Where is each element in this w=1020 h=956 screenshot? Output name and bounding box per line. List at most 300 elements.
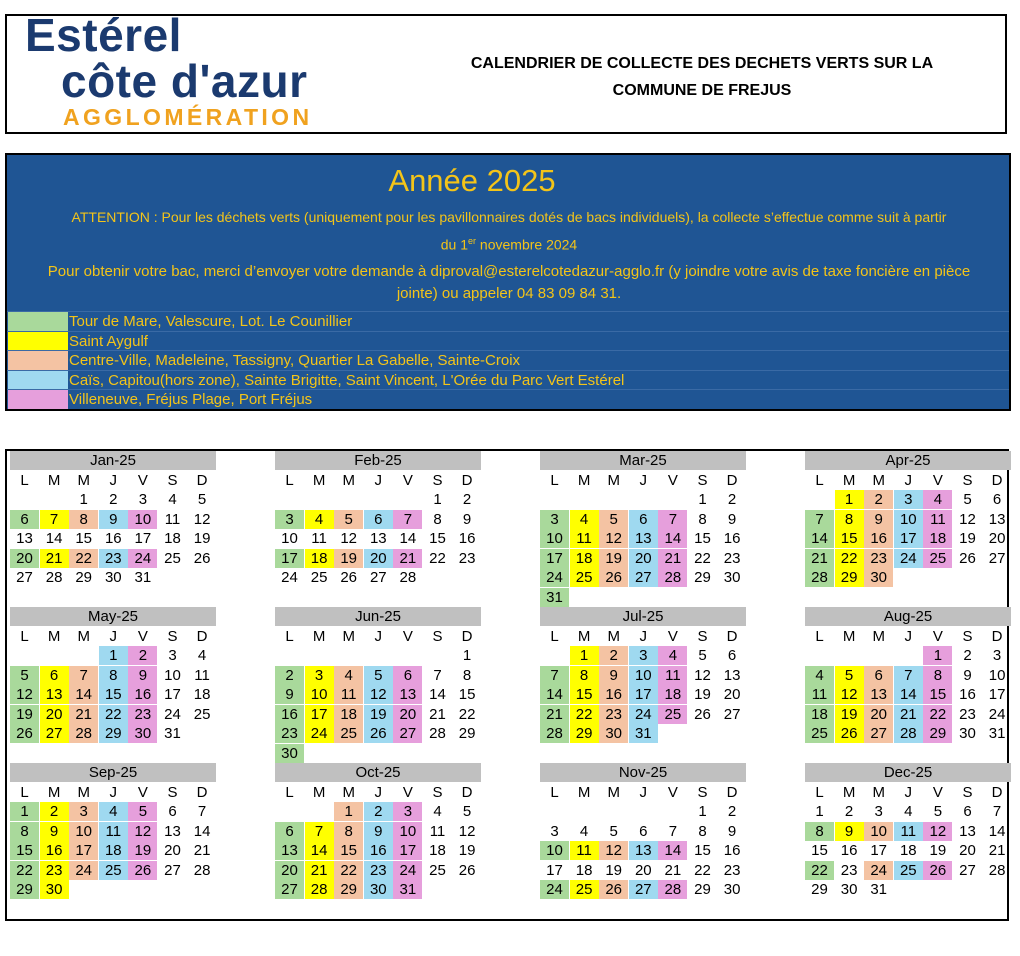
day-cell: 5	[462, 803, 472, 820]
weekday-label: J	[904, 627, 913, 645]
day-cell: 16	[128, 685, 157, 704]
day-cell: 5	[10, 666, 39, 685]
weekday-label: V	[137, 783, 148, 801]
day-cell: 1	[835, 490, 864, 509]
day-cell: 23	[599, 705, 628, 724]
day-cell: 28	[540, 724, 569, 743]
day-cell: 24	[894, 549, 923, 568]
day-cell: 13	[959, 822, 976, 840]
weekday-label: J	[639, 783, 648, 801]
day-cell: 6	[393, 666, 422, 685]
weekday-label: D	[196, 783, 208, 801]
day-cell: 15	[10, 841, 39, 860]
day-cell: 29	[75, 569, 93, 586]
day-cell: 25	[193, 705, 211, 723]
day-cell: 9	[462, 510, 472, 528]
day-cell: 6	[10, 510, 39, 529]
day-cell: 23	[275, 724, 304, 743]
day-cell: 14	[988, 822, 1006, 840]
day-cell: 4	[433, 803, 442, 820]
day-cell: 29	[570, 724, 599, 743]
day-cell: 8	[923, 666, 952, 685]
day-cell: 27	[629, 880, 658, 899]
day-cell: 10	[864, 822, 893, 841]
legend-label: Saint Aygulf	[69, 332, 148, 350]
day-cell: 7	[69, 666, 98, 685]
weekday-label: J	[374, 471, 383, 489]
day-cell: 8	[99, 666, 128, 685]
day-cell: 28	[305, 880, 334, 899]
day-cell: 20	[275, 861, 304, 880]
day-cell: 9	[727, 510, 737, 528]
weekday-label: M	[842, 471, 856, 489]
day-cell: 28	[805, 568, 834, 587]
day-cell: 2	[128, 646, 157, 665]
month-header: Apr-25	[805, 451, 1011, 470]
day-cell: 5	[334, 510, 363, 529]
day-cell: 8	[570, 666, 599, 685]
day-cell: 12	[458, 822, 476, 840]
month-header: Mar-25	[540, 451, 746, 470]
day-cell: 16	[40, 841, 69, 860]
day-cell: 2	[599, 646, 628, 665]
day-cell: 21	[664, 861, 682, 879]
day-cell: 23	[40, 861, 69, 880]
weekday-label: M	[577, 471, 591, 489]
day-cell: 19	[128, 841, 157, 860]
day-cell: 16	[104, 530, 122, 547]
logo-line-3: AGGLOMÉRATION	[63, 104, 313, 130]
day-cell: 3	[275, 510, 304, 529]
day-cell: 7	[433, 666, 442, 684]
day-cell: 17	[540, 549, 569, 568]
day-cell: 25	[164, 549, 181, 567]
day-cell: 29	[811, 881, 828, 898]
day-cell: 5	[963, 491, 972, 508]
day-cell: 28	[429, 725, 446, 742]
day-cell: 29	[835, 568, 864, 587]
weekday-label: M	[607, 783, 620, 801]
legend-label: Villeneuve, Fréjus Plage, Port Fréjus	[69, 391, 313, 409]
day-cell: 24	[988, 705, 1006, 723]
day-cell: 5	[197, 491, 207, 508]
day-cell: 23	[840, 861, 858, 879]
weekday-label: S	[962, 783, 973, 801]
day-cell: 31	[393, 880, 422, 899]
weekday-label: V	[932, 627, 943, 645]
title-line-1: CALENDRIER DE COLLECTE DES DECHETS VERTS SUR LA	[470, 55, 934, 72]
day-cell: 30	[364, 880, 393, 899]
day-cell: 16	[864, 529, 893, 548]
day-cell: 16	[275, 705, 304, 724]
day-cell: 7	[540, 666, 569, 685]
day-cell: 22	[334, 861, 363, 880]
weekday-label: L	[815, 627, 824, 645]
day-cell: 1	[334, 802, 363, 821]
day-cell: 24	[281, 569, 298, 586]
day-cell: 7	[393, 510, 422, 529]
day-cell: 9	[963, 666, 972, 684]
weekday-label: M	[342, 783, 355, 801]
bac-request-notice	[11, 261, 1007, 305]
weekday-label: D	[726, 627, 738, 645]
day-cell: 14	[894, 685, 923, 704]
year-heading: Année 2025	[388, 163, 556, 198]
page-title	[402, 50, 1002, 104]
attention-line-2-pre: du 1	[440, 236, 469, 253]
day-cell: 15	[570, 685, 599, 704]
weekday-label: S	[167, 471, 178, 489]
day-cell: 23	[458, 549, 476, 567]
weekday-label: M	[312, 471, 326, 489]
weekday-label: D	[991, 783, 1003, 801]
day-cell: 1	[79, 491, 88, 508]
weekday-label: M	[872, 627, 885, 645]
weekday-label: L	[20, 471, 29, 489]
day-cell: 12	[364, 685, 393, 704]
day-cell: 14	[305, 841, 334, 860]
day-cell: 8	[698, 510, 707, 528]
day-cell: 22	[99, 705, 128, 724]
weekday-label: M	[577, 627, 591, 645]
day-cell: 2	[864, 490, 893, 509]
weekday-label: M	[342, 471, 355, 489]
weekday-label: M	[842, 627, 856, 645]
weekday-label: M	[872, 783, 885, 801]
day-cell: 24	[128, 549, 157, 568]
day-cell: 6	[40, 666, 69, 685]
day-cell: 13	[629, 529, 658, 548]
weekday-label: M	[842, 783, 856, 801]
day-cell: 14	[399, 530, 417, 547]
day-cell: 23	[723, 549, 741, 567]
weekday-label: V	[667, 471, 678, 489]
day-cell: 26	[599, 880, 628, 899]
day-cell: 2	[40, 802, 69, 821]
day-cell: 20	[10, 549, 39, 568]
day-cell: 3	[138, 491, 148, 508]
day-cell: 26	[959, 549, 976, 567]
logo-line-1: Estérel	[25, 9, 182, 61]
day-cell: 26	[923, 861, 952, 880]
day-cell: 16	[364, 841, 393, 860]
day-cell: 8	[433, 510, 442, 528]
day-cell: 26	[835, 724, 864, 743]
day-cell: 10	[540, 529, 569, 548]
day-cell: 11	[164, 510, 181, 528]
day-cell: 11	[570, 529, 599, 548]
day-cell: 3	[393, 802, 422, 821]
day-cell: 27	[988, 549, 1006, 567]
day-cell: 25	[334, 724, 363, 743]
day-cell: 5	[599, 510, 628, 529]
day-cell: 3	[168, 647, 177, 664]
day-cell: 7	[992, 803, 1002, 820]
day-cell: 18	[99, 841, 128, 860]
day-cell: 6	[629, 510, 658, 529]
day-cell: 10	[128, 510, 157, 529]
weekday-label: J	[639, 471, 648, 489]
day-cell: 7	[197, 803, 207, 820]
day-cell: 2	[844, 803, 854, 820]
day-cell: 7	[894, 666, 923, 685]
day-cell: 28	[658, 568, 687, 587]
day-cell: 21	[393, 549, 422, 568]
day-cell: 4	[904, 803, 913, 820]
day-cell: 23	[864, 549, 893, 568]
weekday-label: D	[461, 627, 473, 645]
day-cell: 24	[540, 568, 569, 587]
day-cell: 21	[305, 861, 334, 880]
weekday-label: M	[77, 471, 90, 489]
day-cell: 14	[45, 530, 63, 547]
day-cell: 15	[835, 529, 864, 548]
day-cell: 14	[658, 529, 687, 548]
day-cell: 20	[634, 861, 652, 879]
legend-row	[7, 389, 1009, 409]
day-cell: 3	[540, 510, 569, 529]
day-cell: 19	[605, 861, 623, 879]
day-cell: 9	[99, 510, 128, 529]
day-cell: 18	[658, 685, 687, 704]
day-cell: 13	[988, 510, 1006, 528]
month-header: Feb-25	[275, 451, 481, 470]
agglomeration-logo	[23, 9, 393, 130]
day-cell: 1	[923, 646, 952, 665]
day-cell: 20	[864, 705, 893, 724]
weekday-label: S	[167, 627, 178, 645]
day-cell: 25	[658, 705, 687, 724]
day-cell: 11	[923, 510, 952, 529]
day-cell: 20	[723, 686, 741, 703]
day-cell: 16	[599, 685, 628, 704]
day-cell: 22	[429, 549, 446, 567]
day-cell: 27	[959, 861, 976, 879]
day-cell: 13	[629, 841, 658, 860]
legend-color-swatch	[8, 371, 68, 390]
day-cell: 20	[959, 842, 976, 859]
day-cell: 28	[399, 569, 417, 586]
month-header: Jul-25	[540, 607, 746, 626]
day-cell: 2	[109, 491, 118, 508]
weekday-label: S	[167, 783, 178, 801]
weekday-label: M	[577, 783, 591, 801]
info-panel	[5, 153, 1011, 411]
day-cell: 26	[458, 861, 476, 879]
day-cell: 29	[694, 881, 711, 898]
day-cell: 13	[16, 530, 33, 547]
month-header: Aug-25	[805, 607, 1011, 626]
day-cell: 29	[10, 880, 39, 899]
day-cell: 8	[698, 822, 707, 840]
weekday-label: S	[962, 471, 973, 489]
month-header: Jun-25	[275, 607, 481, 626]
day-cell: 17	[870, 842, 888, 859]
day-cell: 7	[305, 822, 334, 841]
day-cell: 30	[40, 880, 69, 899]
day-cell: 25	[894, 861, 923, 880]
day-cell: 1	[815, 803, 824, 820]
day-cell: 13	[40, 685, 69, 704]
day-cell: 10	[305, 685, 334, 704]
day-cell: 9	[599, 666, 628, 685]
day-cell: 27	[40, 724, 69, 743]
day-cell: 12	[599, 841, 628, 860]
day-cell: 30	[723, 569, 741, 586]
day-cell: 28	[69, 724, 98, 743]
day-cell: 6	[727, 647, 737, 664]
weekday-label: L	[550, 627, 559, 645]
day-cell: 11	[334, 685, 363, 704]
day-cell: 16	[840, 842, 858, 859]
day-cell: 19	[193, 530, 211, 547]
day-cell: 2	[727, 803, 737, 820]
title-line-2: COMMUNE DE FREJUS	[612, 82, 792, 99]
day-cell: 3	[894, 490, 923, 509]
day-cell: 24	[864, 861, 893, 880]
day-cell: 24	[540, 880, 569, 899]
weekday-label: S	[697, 471, 708, 489]
day-cell: 8	[69, 510, 98, 529]
day-cell: 12	[923, 822, 952, 841]
day-cell: 17	[393, 841, 422, 860]
day-cell: 17	[134, 530, 152, 547]
weekday-label: S	[432, 783, 443, 801]
day-cell: 3	[550, 822, 559, 840]
day-cell: 13	[369, 530, 387, 547]
weekday-label: J	[904, 783, 913, 801]
weekday-label: S	[962, 627, 973, 645]
weekday-label: J	[639, 627, 648, 645]
day-cell: 1	[698, 803, 707, 820]
bac-line-2: jointe) ou appeler 04 83 09 84 31.	[396, 285, 622, 302]
day-cell: 16	[723, 530, 741, 547]
day-cell: 22	[835, 549, 864, 568]
day-cell: 21	[988, 842, 1006, 859]
day-cell: 19	[10, 705, 39, 724]
day-cell: 1	[570, 646, 599, 665]
day-cell: 17	[629, 685, 658, 704]
weekday-label: D	[726, 471, 738, 489]
weekday-label: D	[461, 783, 473, 801]
day-cell: 4	[570, 510, 599, 529]
day-cell: 16	[458, 530, 476, 547]
day-cell: 27	[16, 569, 33, 586]
day-cell: 6	[168, 803, 177, 820]
day-cell: 12	[835, 685, 864, 704]
day-cell: 22	[69, 549, 98, 568]
day-cell: 17	[305, 705, 334, 724]
day-cell: 7	[668, 822, 678, 840]
day-cell: 9	[864, 510, 893, 529]
day-cell: 4	[168, 491, 177, 508]
day-cell: 27	[393, 724, 422, 743]
attention-line-2-post: novembre 2024	[476, 236, 578, 253]
day-cell: 20	[988, 530, 1006, 547]
day-cell: 20	[40, 705, 69, 724]
legend-label: Caïs, Capitou(hors zone), Sainte Brigitte, Saint Vincent, L'Orée du Parc Vert Estérel	[69, 371, 625, 389]
day-cell: 21	[193, 842, 211, 859]
day-cell: 10	[988, 666, 1006, 684]
day-cell: 13	[393, 685, 422, 704]
day-cell: 2	[275, 666, 304, 685]
day-cell: 15	[99, 685, 128, 704]
day-cell: 10	[69, 822, 98, 841]
day-cell: 25	[923, 549, 952, 568]
day-cell: 21	[429, 705, 446, 723]
day-cell: 31	[134, 569, 152, 586]
day-cell: 22	[805, 861, 834, 880]
calendar-grid	[5, 449, 1009, 921]
day-cell: 27	[369, 569, 387, 586]
day-cell: 12	[694, 666, 711, 684]
day-cell: 18	[334, 705, 363, 724]
weekday-label: S	[432, 471, 443, 489]
day-cell: 8	[462, 666, 472, 684]
day-cell: 23	[128, 705, 157, 724]
weekday-label: M	[312, 783, 326, 801]
day-cell: 2	[727, 491, 737, 508]
day-cell: 11	[805, 685, 834, 704]
day-cell: 27	[864, 724, 893, 743]
day-cell: 18	[305, 549, 334, 568]
day-cell: 27	[629, 568, 658, 587]
day-cell: 24	[69, 861, 98, 880]
weekday-label: M	[342, 627, 355, 645]
day-cell: 26	[128, 861, 157, 880]
day-cell: 14	[805, 529, 834, 548]
weekday-label: M	[47, 471, 61, 489]
day-cell: 5	[128, 802, 157, 821]
day-cell: 25	[570, 568, 599, 587]
day-cell: 22	[923, 705, 952, 724]
day-cell: 25	[805, 724, 834, 743]
day-cell: 10	[281, 530, 298, 547]
weekday-label: L	[285, 783, 294, 801]
day-cell: 22	[570, 705, 599, 724]
legend-label: Tour de Mare, Valescure, Lot. Le Counillier	[69, 313, 353, 330]
day-cell: 12	[10, 685, 39, 704]
day-cell: 24	[393, 861, 422, 880]
day-cell: 22	[10, 861, 39, 880]
day-cell: 21	[894, 705, 923, 724]
weekday-label: D	[461, 471, 473, 489]
day-cell: 5	[698, 647, 707, 664]
weekday-label: M	[607, 627, 620, 645]
day-cell: 1	[698, 491, 707, 508]
day-cell: 12	[193, 510, 211, 528]
day-cell: 10	[629, 666, 658, 685]
day-cell: 7	[40, 510, 69, 529]
month-header: Sep-25	[10, 763, 216, 782]
legend-color-swatch	[8, 332, 68, 351]
legend-row	[7, 370, 1009, 390]
day-cell: 4	[305, 510, 334, 529]
day-cell: 15	[458, 686, 476, 703]
weekday-label: M	[312, 627, 326, 645]
day-cell: 30	[128, 724, 157, 743]
day-cell: 4	[334, 666, 363, 685]
day-cell: 1	[433, 491, 442, 508]
attention-line-2	[11, 229, 1007, 257]
logo-line-2: côte d'azur	[61, 55, 308, 107]
month-header: Dec-25	[805, 763, 1011, 782]
weekday-label: L	[20, 627, 29, 645]
day-cell: 2	[963, 647, 972, 664]
day-cell: 10	[540, 841, 569, 860]
day-cell: 23	[959, 705, 976, 723]
day-cell: 14	[658, 841, 687, 860]
